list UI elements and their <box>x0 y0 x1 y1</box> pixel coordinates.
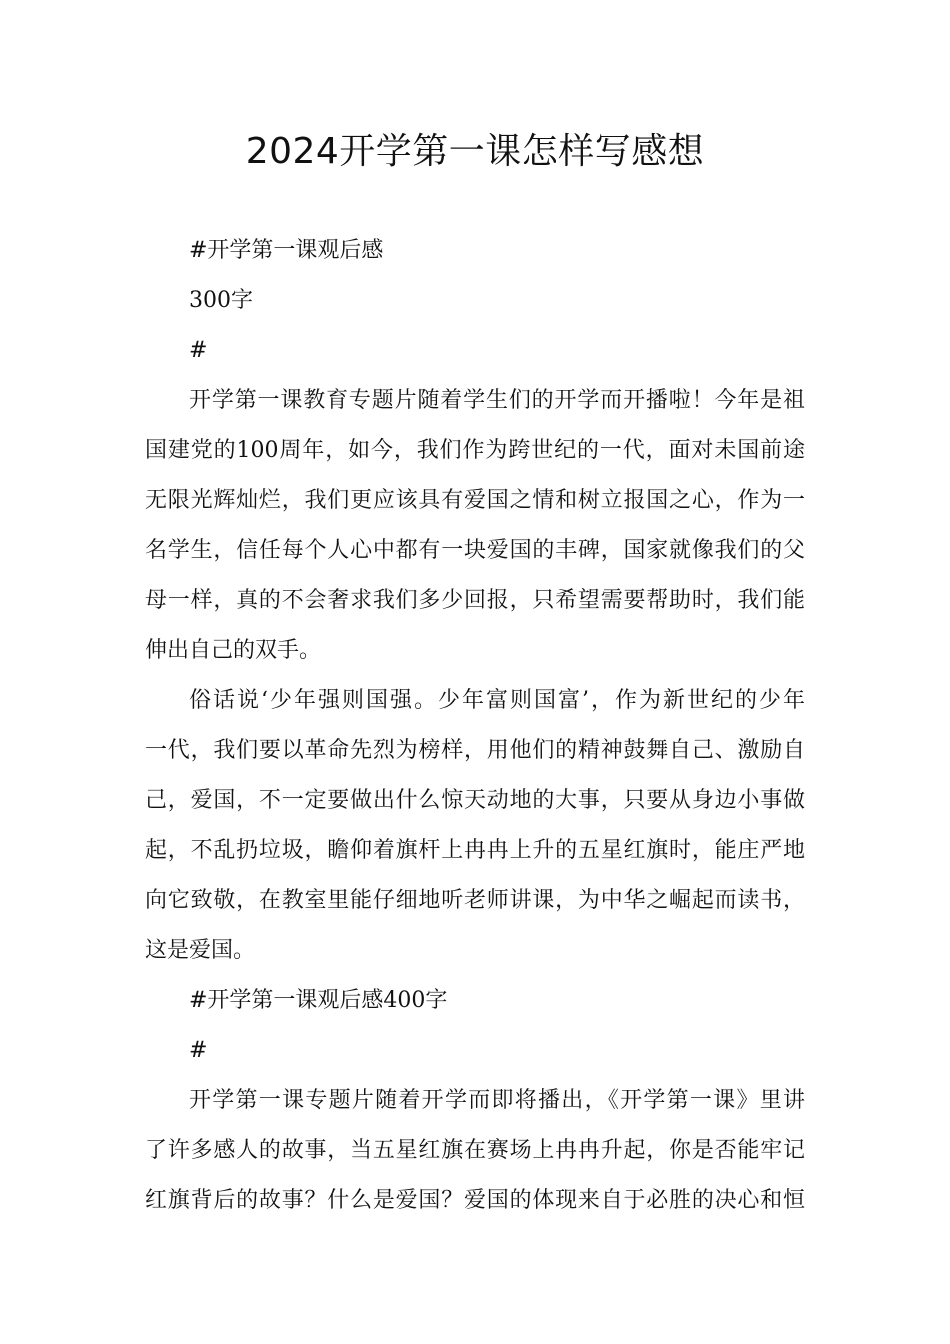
heading-line: #开学第一课观后感 <box>189 238 384 263</box>
paragraph-line: 国建党的100周年，如今，我们作为跨世纪的一代，面对未国前途 <box>145 438 805 463</box>
paragraph-line: 开学第一课专题片随着开学而即将播出，《开学第一课》里讲 <box>189 1088 805 1113</box>
paragraph-line: 红旗背后的故事？什么是爱国？爱国的体现来自于必胜的决心和恒 <box>145 1188 805 1213</box>
heading-line: # <box>189 338 208 363</box>
paragraph-line: 俗话说‘少年强则国强。少年富则国富’，作为新世纪的少年 <box>189 688 805 713</box>
heading-line: #开学第一课观后感400字 <box>189 988 448 1013</box>
paragraph-line: 无限光辉灿烂，我们更应该具有爱国之情和树立报国之心，作为一 <box>145 488 805 513</box>
paragraph-line: 母一样，真的不会奢求我们多少回报，只希望需要帮助时，我们能 <box>145 588 805 613</box>
paragraph-line: 开学第一课教育专题片随着学生们的开学而开播啦！今年是祖 <box>189 388 805 413</box>
paragraph-line: 伸出自己的双手。 <box>145 638 322 663</box>
paragraph-line: 己，爱国，不一定要做出什么惊天动地的大事，只要从身边小事做 <box>145 788 805 813</box>
paragraph-line: 名学生，信任每个人心中都有一块爱国的丰碑，国家就像我们的父 <box>145 538 805 563</box>
document-title: 2024开学第一课怎样写感想 <box>245 131 705 172</box>
paragraph-line: 一代，我们要以革命先烈为榜样，用他们的精神鼓舞自己、激励自 <box>145 738 805 763</box>
paragraph-line: 这是爱国。 <box>145 938 256 963</box>
heading-line: 300字 <box>189 288 253 313</box>
heading-line: # <box>189 1038 208 1063</box>
paragraph-line: 了许多感人的故事，当五星红旗在赛场上冉冉升起，你是否能牢记 <box>145 1138 805 1163</box>
paragraph-line: 向它致敬，在教室里能仔细地听老师讲课，为中华之崛起而读书， <box>145 888 805 913</box>
paragraph-line: 起，不乱扔垃圾，瞻仰着旗杆上冉冉上升的五星红旗时，能庄严地 <box>145 838 805 863</box>
